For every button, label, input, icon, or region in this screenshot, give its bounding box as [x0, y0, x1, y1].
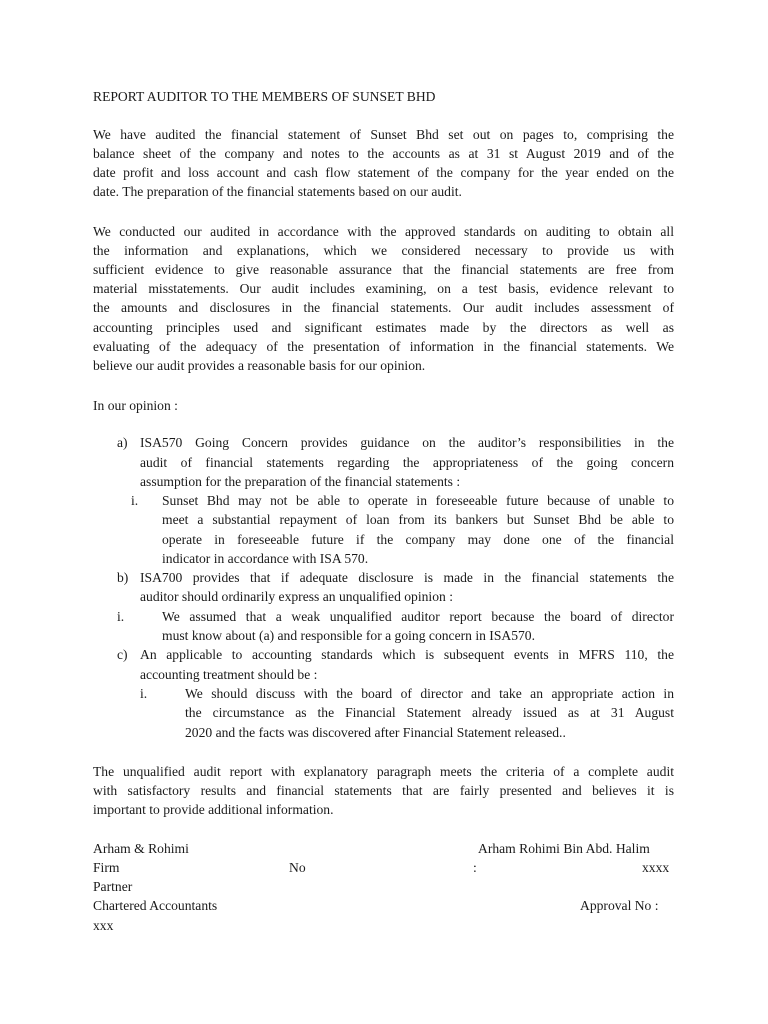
text-line: indicator in accordance with ISA 570.: [162, 551, 369, 566]
colon-separator: :: [473, 860, 477, 875]
text-line: important to provide additional information.: [93, 802, 334, 817]
text-line: believe our audit provides a reasonable basis for our opinion.: [93, 358, 426, 373]
approval-label: Approval No :: [580, 898, 659, 913]
text-line: We should discuss with the board of director and take an appropriate action in: [185, 686, 674, 701]
text-line: operate in foreseeable future if the company may done one of the financial: [162, 532, 674, 547]
text-line: meet a substantial repayment of loan from its bankers but Sunset Bhd be able to: [162, 512, 674, 527]
text-line: We assumed that a weak unqualified auditor report because the board of director: [162, 609, 674, 624]
text-line: accounting treatment should be :: [140, 667, 318, 682]
no-label: No: [289, 860, 306, 875]
text-line: ISA570 Going Concern provides guidance on the auditor’s responsibilities in the: [140, 435, 674, 450]
text-line: We conducted our audited in accordance with the approved standards on auditing to obtain all: [93, 224, 674, 239]
text-line: We have audited the financial statement of Sunset Bhd set out on pages to, comprising the: [93, 127, 674, 142]
report-title: REPORT AUDITOR TO THE MEMBERS OF SUNSET BHD: [93, 89, 436, 104]
text-line: the information and explanations, which we considered necessary to provide us with: [93, 243, 674, 258]
list-marker: c): [117, 647, 128, 662]
approval-number: xxx: [93, 918, 114, 933]
text-line: auditor should ordinarily express an unqualified opinion :: [140, 589, 453, 604]
text-line: audit of financial statements regarding the appropriateness of the going concern: [140, 455, 674, 470]
firm-number: xxxx: [642, 860, 670, 875]
text-line: 2020 and the facts was discovered after Financial Statement released..: [185, 725, 566, 740]
text-line: material misstatements. Our audit includes examining, on a test basis, evidence relevant to: [93, 281, 674, 296]
text-line: evaluating of the adequacy of the presentation of information in the financial statements. We: [93, 339, 674, 354]
text-line: ISA700 provides that if adequate disclosure is made in the financial statements the: [140, 570, 674, 585]
list-marker: a): [117, 435, 128, 450]
firm-name: Arham & Rohimi: [93, 841, 189, 856]
text-line: balance sheet of the company and notes to the accounts as at 31 st August 2019 and of the: [93, 146, 674, 161]
sub-list-marker: i.: [131, 493, 139, 508]
text-line: must know about (a) and responsible for a going concern in ISA570.: [162, 628, 535, 643]
chartered-accountants-label: Chartered Accountants: [93, 898, 218, 913]
partner-name: Arham Rohimi Bin Abd. Halim: [478, 841, 650, 856]
text-line: the amounts and disclosures in the financial statements. Our audit includes assessment of: [93, 300, 674, 315]
text-line: Sunset Bhd may not be able to operate in foreseeable future because of unable to: [162, 493, 674, 508]
text-line: sufficient evidence to give reasonable assurance that the financial statements are free from: [93, 262, 674, 277]
text-line: the circumstance as the Financial Statement already issued as at 31 August: [185, 705, 674, 720]
text-line: date. The preparation of the financial statements based on our audit.: [93, 184, 462, 199]
sub-list-marker: i.: [117, 609, 125, 624]
text-line: date profit and loss account and cash flow statement of the company for the year ended on the: [93, 165, 674, 180]
firm-label: Firm: [93, 860, 120, 875]
text-line: The unqualified audit report with explanatory paragraph meets the criteria of a complete audit: [93, 764, 674, 779]
partner-label: Partner: [93, 879, 133, 894]
list-marker: b): [117, 570, 129, 585]
text-line: assumption for the preparation of the financial statements :: [140, 474, 461, 489]
text-line: accounting principles used and significant estimates made by the directors as well as: [93, 320, 674, 335]
sub-list-marker: i.: [140, 686, 148, 701]
text-line: An applicable to accounting standards which is subsequent events in MFRS 110, the: [140, 647, 674, 662]
opinion-heading: In our opinion :: [93, 398, 178, 413]
text-line: with satisfactory results and financial statements that are fairly presented and believes it is: [93, 783, 674, 798]
